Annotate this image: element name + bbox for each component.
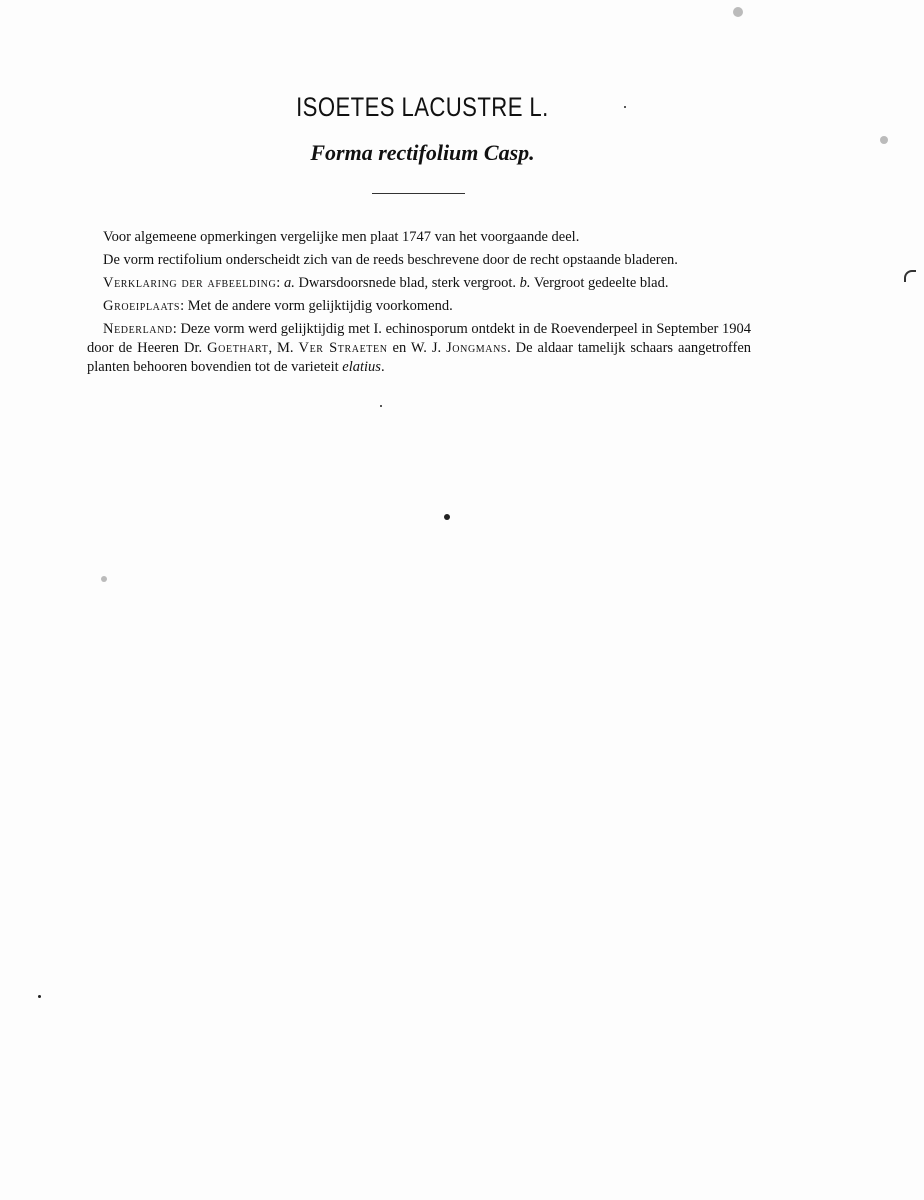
habitat-text: Met de andere vorm gelijktijdig voorkomend. — [187, 298, 453, 314]
scan-speck — [444, 514, 450, 520]
netherlands-text-3: en W. J. — [387, 340, 447, 356]
body-text — [87, 228, 751, 383]
scan-speck — [101, 576, 107, 582]
paragraph-form-description: De vorm rectifolium onderscheidt zich van de reeds beschrevene door de recht opstaande bladeren. — [103, 252, 678, 268]
scan-speck — [38, 995, 41, 998]
netherlands-text-5: . — [380, 359, 385, 375]
scan-artifact — [904, 270, 916, 282]
page-subtitle: Forma rectifolium Casp. — [310, 140, 535, 165]
section-label-habitat: Groeiplaats — [103, 298, 181, 314]
section-label-netherlands: Nederland — [103, 321, 173, 337]
person-name-ver-straeten: Ver Straeten — [298, 340, 388, 356]
figure-text-b: Vergroot gedeelte blad. — [530, 275, 669, 291]
scan-speck — [624, 106, 626, 108]
separator: : — [180, 298, 188, 314]
person-name-goethart: Goethart — [207, 340, 269, 356]
person-name-jongmans: Jongmans — [446, 340, 508, 356]
netherlands-text-1: Deze vorm werd gelijktijdig met I. echinosporum ontdekt in de Roevenderpeel in September 1904 door de Heeren Dr. — [87, 321, 751, 356]
separator: : — [172, 321, 181, 337]
separator: : — [276, 275, 284, 291]
netherlands-text-4: . De aldaar tamelijk schaars aangetroffen planten behooren bovendien tot de varieteit — [87, 340, 752, 375]
figure-ref-a: a. — [283, 275, 295, 291]
paragraph-netherlands — [87, 320, 751, 377]
page-title: ISOETES LACUSTRE L. — [296, 92, 549, 122]
section-label-figure: Verklaring der afbeelding — [103, 275, 277, 291]
paragraph-general-remarks: Voor algemeene opmerkingen vergelijke men plaat 1747 van het voorgaande deel. — [103, 229, 580, 245]
scan-speck — [733, 7, 743, 17]
variety-name: elatius — [342, 359, 381, 375]
divider-rule — [372, 193, 465, 194]
scan-speck — [880, 136, 888, 144]
paragraph-habitat — [87, 297, 751, 316]
paragraph-figure-explanation — [87, 274, 751, 293]
netherlands-text-2: , M. — [268, 340, 299, 356]
figure-text-a: Dwarsdoorsnede blad, sterk vergroot. — [294, 275, 520, 291]
figure-ref-b: b. — [519, 275, 531, 291]
scan-speck — [380, 405, 382, 407]
